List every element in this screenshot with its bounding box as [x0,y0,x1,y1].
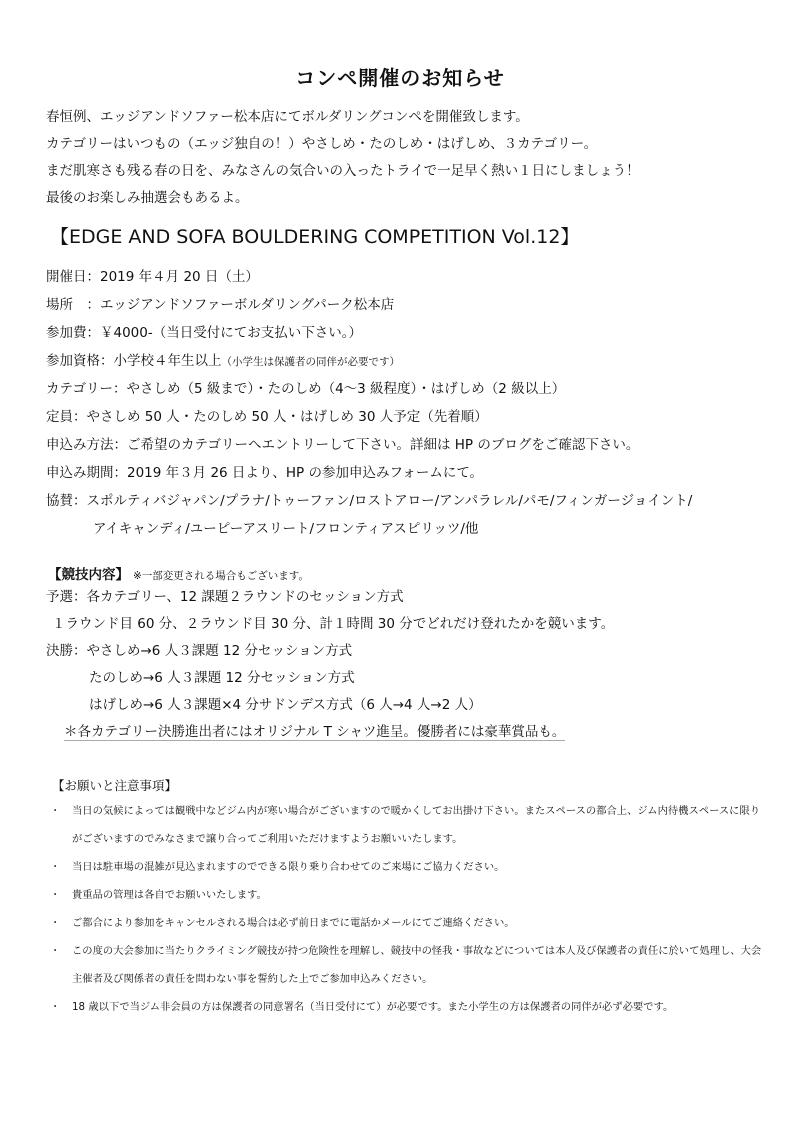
note-text: 18 歳以下で当ジム非会員の方は保護者の同意署名（当日受付にて）が必要です。また小学生の方は保護者の同伴が必ず必要です。 [72,1001,674,1013]
final-line: 決勝：やさしめ→6 人３課題 12 分セッション方式 [46,643,353,659]
intro-line: まだ肌寒さも残る春の日を、みなさんの気合いの入ったトライで一足早く熱い１日にしましょう！ [46,163,640,179]
info-date: 開催日：2019 年４月 20 日（土） [46,269,259,285]
competition-details [46,584,614,746]
bullet: ・ [50,805,61,817]
competition-heading-note: ※一部変更される場合もございます。 [133,570,309,582]
intro-line: 春恒例、エッジアンドソファー松本店にてボルダリングコンペを開催致します。 [46,109,529,125]
event-info [46,263,692,543]
bullet: ・ [50,917,61,929]
note-item [50,853,770,881]
info-sponsors-cont: アイキャンディ/ユーピーアスリート/フロンティアスピリッツ/他 [93,521,479,537]
intro-line: 最後のお楽しみ抽選会もあるよ。 [46,190,249,206]
intro-paragraph [46,104,640,212]
info-qualification [46,347,692,375]
bullet: ・ [50,861,61,873]
note-item [50,993,770,1021]
bullet: ・ [50,889,61,901]
tshirt-note [46,719,614,746]
qualifier-line: 予選：各カテゴリー、12 課題２ラウンドのセッション方式 [46,589,404,605]
note-text: ご都合により参加をキャンセルされる場合は必ず前日までに電話かメールにてご連絡ください。 [72,917,515,929]
note-item [50,937,770,993]
note-text: 貴重品の管理は各自でお願いいたします。 [72,889,267,901]
info-fee: 参加費：￥4000-（当日受付にてお支払い下さい。） [46,325,362,341]
qualifier-detail: １ラウンド目 60 分、２ラウンド目 30 分、計１時間 30 分でどれだけ登れたかを競います。 [52,616,615,632]
note-item [50,881,770,909]
page-title: コンペ開催のお知らせ [295,66,505,90]
info-place: 場所 ：エッジアンドソファーボルダリングパーク松本店 [46,297,395,313]
note-text: 当日は駐車場の混雑が見込まれますのでできる限り乗り合わせてのご来場にご協力ください。 [72,861,505,873]
event-title: 【EDGE AND SOFA BOULDERING COMPETITION Vol.12】 [50,226,580,248]
note-item [50,797,770,853]
final-line: はげしめ→6 人３課題×4 分サドンデス方式（6 人→4 人→2 人） [89,697,482,713]
bullet: ・ [50,1001,61,1013]
note-item [50,909,770,937]
info-sponsors: 協賛：スポルティバジャパン/プラナ/トゥーファン/ロストアロー/アンパラレル/パモ/フィンガージョイント/ [46,493,693,509]
intro-line: カテゴリーはいつもの（エッジ独自の！）やさしめ・たのしめ・はげしめ、３カテゴリー。 [46,136,598,152]
final-line: たのしめ→6 人３課題 12 分セッション方式 [89,670,355,686]
notes-heading: 【お願いと注意事項】 [52,778,178,793]
note-text: 当日の気候によっては観戦中などジム内が寒い場合がございますので暖かくしてお出掛け下さい。またスペースの都合上、ジム内待機スペースに限りがございますのでみなさまで譲り合ってご利用いただけますようお願いいたします。 [72,805,761,845]
notes-list [50,797,770,1021]
info-apply-period: 申込み期間：2019 年３月 26 日より、HP の参加申込みフォームにて。 [46,465,484,481]
qualification-text: 参加資格：小学校４年生以上 [46,353,222,369]
competition-heading-text: 【競技内容】 [48,567,129,583]
info-apply-method: 申込み方法：ご希望のカテゴリーへエントリーして下さい。詳細は HP のブログをご確認下さい。 [46,437,640,453]
info-capacity: 定員：やさしめ 50 人・たのしめ 50 人・はげしめ 30 人予定（先着順） [46,409,488,425]
bullet: ・ [50,945,61,957]
note-text: この度の大会参加に当たりクライミング競技が持つ危険性を理解し、競技中の怪我・事故などについては本人及び保護者の責任に於いて処理し、大会主催者及び関係者の責任を問わない事を誓約した上でご参加申込みください。 [72,945,762,985]
tshirt-note-text: ＊各カテゴリー決勝進出者にはオリジナル T シャツ進呈。優勝者には豪華賞品も。 [64,724,566,740]
qualification-note: （小学生は保護者の同伴が必要です） [221,356,400,368]
info-category: カテゴリー：やさしめ（5 級まで）・たのしめ（4〜3 級程度）・はげしめ（2 級以上） [46,381,566,397]
competition-heading [48,563,309,583]
